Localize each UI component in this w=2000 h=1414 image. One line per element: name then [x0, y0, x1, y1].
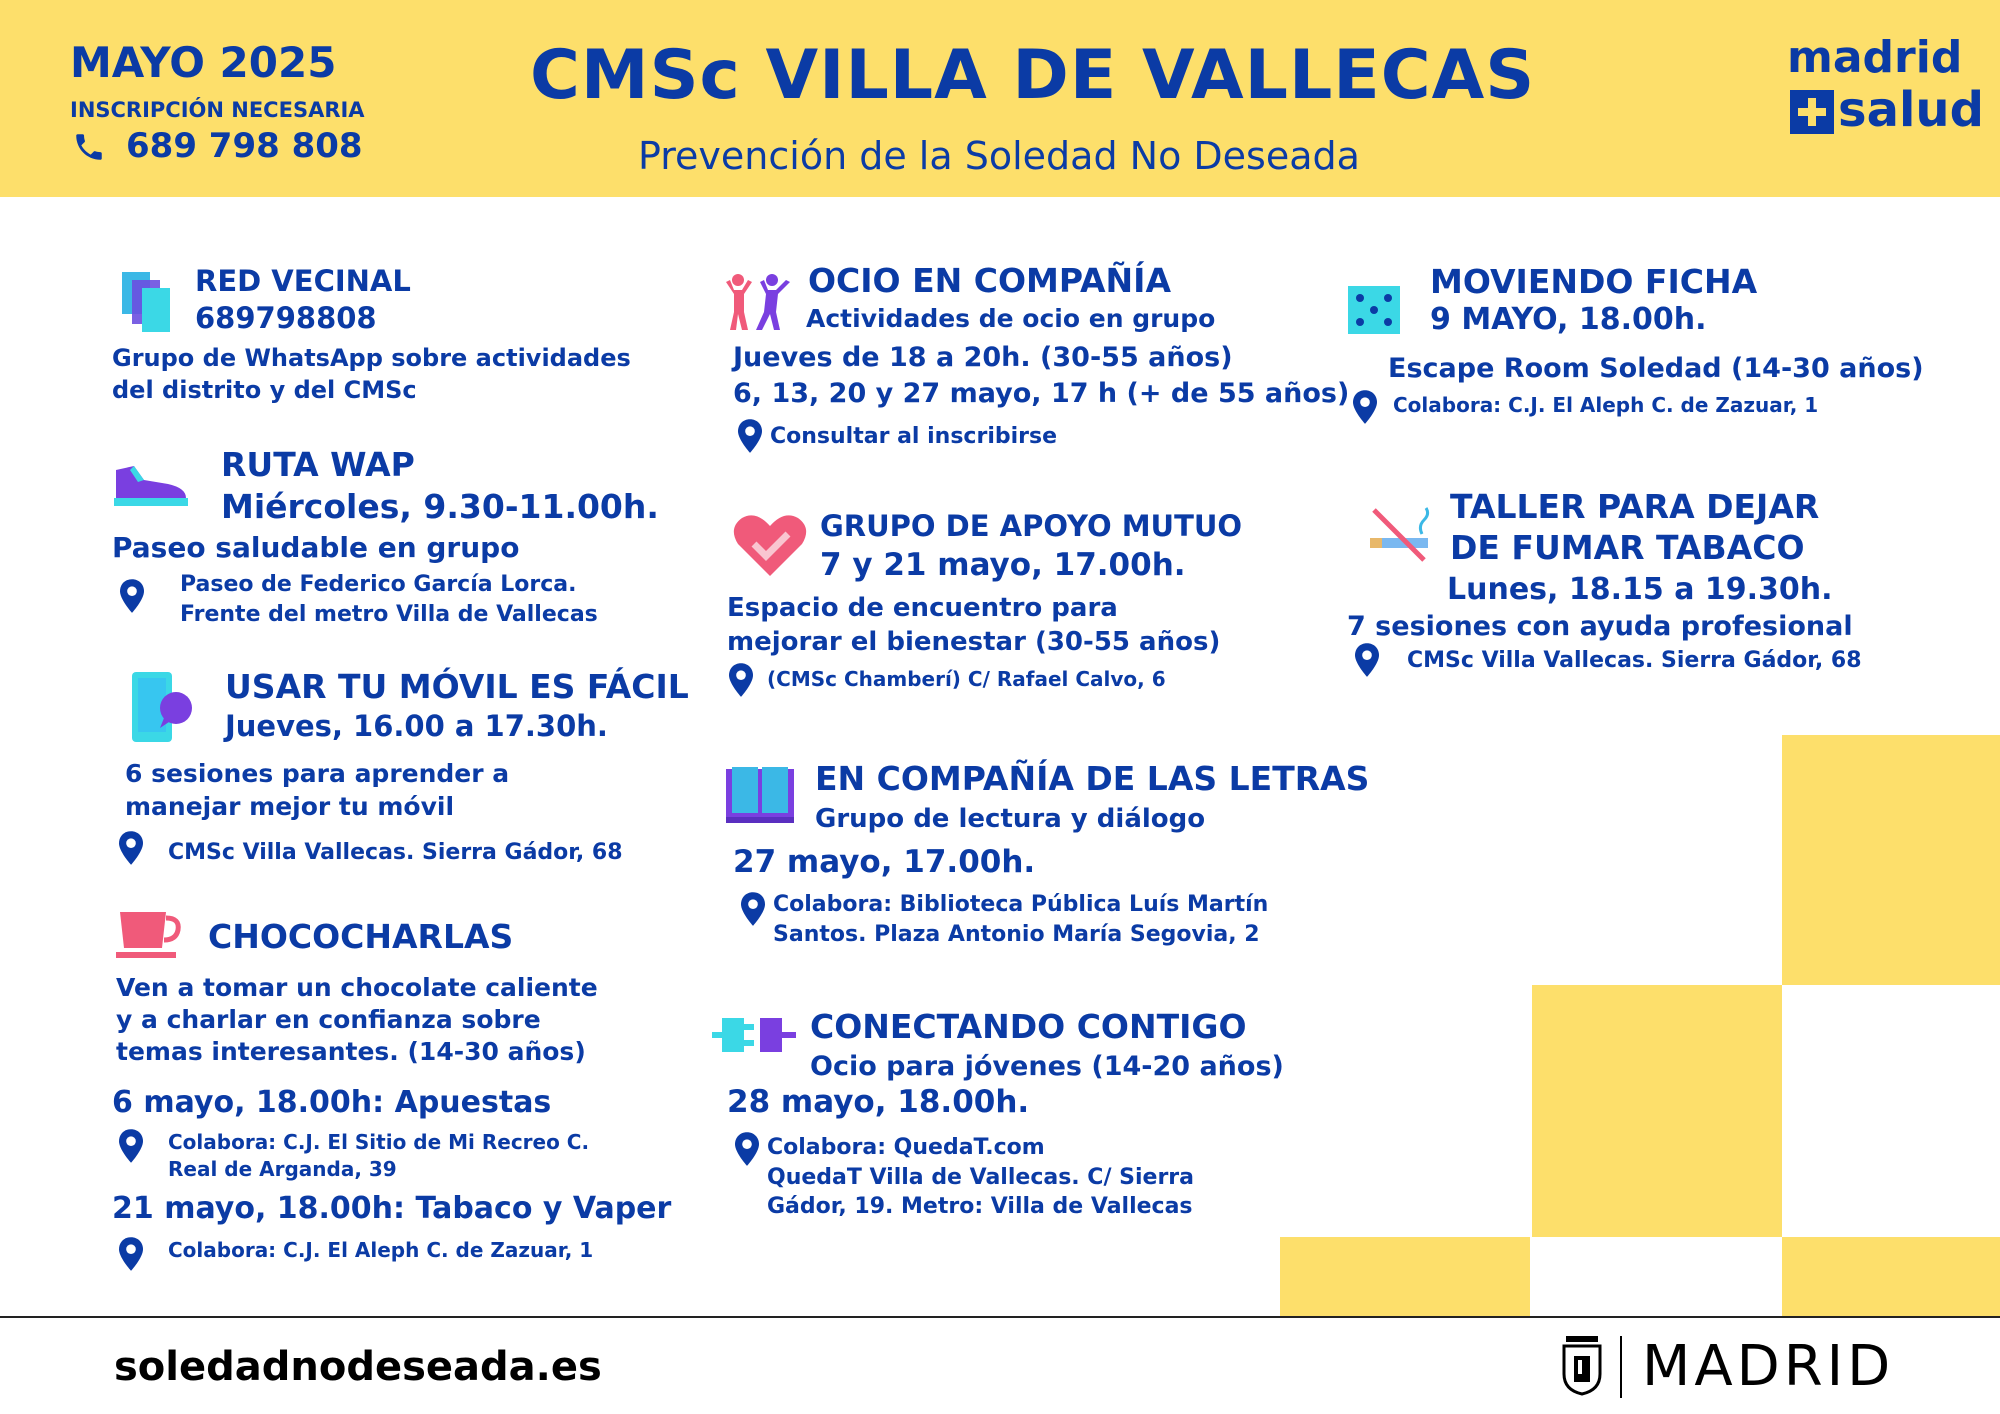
location-pin-icon — [735, 418, 765, 454]
location-pin-icon — [732, 1131, 762, 1167]
choco-date-1: 6 mayo, 18.00h: Apuestas — [112, 1085, 552, 1120]
ocio-location: Consultar al inscribirse — [770, 424, 1058, 449]
location-line: Colabora: QuedaT.com — [767, 1135, 1045, 1160]
location-line: Gádor, 19. Metro: Villa de Vallecas — [767, 1194, 1193, 1220]
conectando-subtitle: Ocio para jóvenes (14-20 años) — [810, 1051, 1284, 1082]
location-pin-icon — [738, 891, 768, 927]
logo-salud: salud — [1838, 82, 1984, 138]
ruta-wap-desc: Paseo saludable en grupo — [112, 531, 520, 564]
ocio-title: OCIO EN COMPAÑÍA — [808, 261, 1171, 300]
ficha-title: MOVIENDO FICHA — [1430, 262, 1758, 301]
schedule-line: Jueves de 18 a 20h. (30-55 años) — [733, 342, 1233, 373]
letras-location — [773, 890, 1268, 949]
madrid-wordmark: MADRID — [1642, 1334, 1895, 1399]
choco-location-2: Colabora: C.J. El Aleph C. de Zazuar, 1 — [168, 1238, 594, 1262]
ficha-date: 9 MAYO, 18.00h. — [1430, 302, 1707, 337]
ruta-wap-title: RUTA WAP — [221, 445, 415, 484]
movil-desc — [125, 757, 509, 823]
red-vecinal-phone[interactable]: 689798808 — [195, 301, 377, 335]
decor-block — [1782, 1237, 2000, 1316]
choco-desc — [116, 972, 598, 1068]
page-subtitle: Prevención de la Soledad No Deseada — [638, 134, 1360, 178]
location-line: QuedaT Villa de Vallecas. C/ Sierra — [767, 1164, 1195, 1190]
ruta-wap-location — [180, 570, 598, 629]
month-label: MAYO 2025 — [70, 38, 337, 87]
desc-line: del distrito y del CMSc — [112, 375, 417, 404]
people-dancing-icon — [720, 272, 794, 332]
movil-title: USAR TU MÓVIL ES FÁCIL — [225, 667, 689, 706]
footer-divider — [0, 1316, 2000, 1318]
apoyo-location: (CMSc Chamberí) C/ Rafael Calvo, 6 — [767, 667, 1166, 691]
location-pin-icon — [1352, 642, 1382, 678]
red-vecinal-title: RED VECINAL — [195, 264, 411, 298]
fumar-title-2: DE FUMAR TABACO — [1450, 528, 1805, 567]
conectando-title: CONECTANDO CONTIGO — [810, 1007, 1247, 1046]
location-pin-icon — [726, 662, 756, 698]
fumar-location: CMSc Villa Vallecas. Sierra Gádor, 68 — [1407, 648, 1862, 673]
location-line: Colabora: C.J. El Sitio de Mi Recreo C. — [168, 1130, 590, 1154]
location-pin-icon — [116, 1128, 146, 1164]
documents-icon — [120, 270, 178, 336]
letras-title: EN COMPAÑÍA DE LAS LETRAS — [815, 759, 1370, 798]
ocio-subtitle: Actividades de ocio en grupo — [806, 304, 1216, 333]
movil-location: CMSc Villa Vallecas. Sierra Gádor, 68 — [168, 840, 623, 865]
choco-date-2: 21 mayo, 18.00h: Tabaco y Vaper — [112, 1191, 672, 1226]
desc-line: 6 sesiones para aprender a — [125, 759, 510, 788]
location-pin-icon — [116, 1236, 146, 1272]
decor-block — [1782, 735, 2000, 985]
logo-madrid: madrid — [1787, 32, 1963, 83]
letras-date: 27 mayo, 17.00h. — [733, 844, 1036, 880]
phone-number[interactable]: 689 798 808 — [126, 126, 363, 166]
phone-icon — [72, 130, 106, 164]
desc-line: Ven a tomar un chocolate caliente — [116, 973, 598, 1002]
open-book-icon — [724, 765, 796, 825]
dice-icon — [1346, 284, 1402, 336]
desc-line: temas interesantes. (14-30 años) — [116, 1037, 586, 1066]
apoyo-time: 7 y 21 mayo, 17.00h. — [820, 547, 1186, 583]
schedule-line: 6, 13, 20 y 27 mayo, 17 h (+ de 55 años) — [733, 378, 1350, 410]
conectando-date: 28 mayo, 18.00h. — [727, 1084, 1030, 1120]
fumar-desc: 7 sesiones con ayuda profesional — [1347, 611, 1853, 642]
ficha-desc: Escape Room Soledad (14-30 años) — [1388, 353, 1924, 384]
letras-subtitle: Grupo de lectura y diálogo — [815, 804, 1206, 834]
choco-title: CHOCOCHARLAS — [208, 917, 514, 956]
website-link[interactable]: soledadnodeseada.es — [114, 1344, 602, 1390]
decor-block — [1280, 1237, 1530, 1316]
location-pin-icon — [1350, 389, 1380, 425]
location-line: Colabora: Biblioteca Pública Luís Martín — [773, 892, 1269, 917]
ruta-wap-time: Miércoles, 9.30-11.00h. — [221, 487, 659, 526]
desc-line: manejar mejor tu móvil — [125, 792, 455, 821]
choco-location-1 — [168, 1129, 589, 1183]
desc-line: Espacio de encuentro para — [727, 593, 1118, 623]
fumar-title-1: TALLER PARA DEJAR — [1450, 487, 1820, 526]
desc-line: Grupo de WhatsApp sobre actividades — [112, 344, 631, 372]
conectando-location — [767, 1133, 1194, 1222]
movil-time: Jueves, 16.00 a 17.30h. — [225, 709, 608, 743]
page-title: CMSc VILLA DE VALLECAS — [530, 36, 1536, 115]
apoyo-title: GRUPO DE APOYO MUTUO — [820, 509, 1243, 543]
location-line: Frente del metro Villa de Vallecas — [180, 601, 598, 627]
location-pin-icon — [117, 578, 147, 614]
decor-block — [1532, 985, 1782, 1237]
cup-icon — [114, 908, 186, 964]
location-line: Paseo de Federico García Lorca. — [180, 572, 577, 597]
fumar-time: Lunes, 18.15 a 19.30h. — [1447, 572, 1833, 607]
mobile-phone-icon — [128, 670, 198, 746]
location-pin-icon — [116, 830, 146, 866]
plus-logo-icon — [1790, 90, 1834, 134]
heart-check-icon — [732, 512, 808, 578]
ficha-location: Colabora: C.J. El Aleph C. de Zazuar, 1 — [1393, 393, 1819, 417]
desc-line: y a charlar en confianza sobre — [116, 1005, 541, 1034]
desc-line: mejorar el bienestar (30-55 años) — [727, 627, 1221, 658]
location-line: Santos. Plaza Antonio María Segovia, 2 — [773, 921, 1260, 947]
no-smoking-icon — [1368, 506, 1436, 562]
plug-connector-icon — [712, 1010, 798, 1060]
registration-label: INSCRIPCIÓN NECESARIA — [70, 98, 365, 122]
shoe-icon — [110, 458, 190, 508]
logo-divider — [1620, 1336, 1622, 1398]
location-line: Real de Arganda, 39 — [168, 1157, 397, 1181]
madrid-coat-of-arms-icon — [1560, 1334, 1604, 1396]
red-vecinal-desc — [112, 343, 631, 406]
apoyo-desc — [727, 591, 1220, 660]
ocio-schedule — [733, 340, 1349, 413]
